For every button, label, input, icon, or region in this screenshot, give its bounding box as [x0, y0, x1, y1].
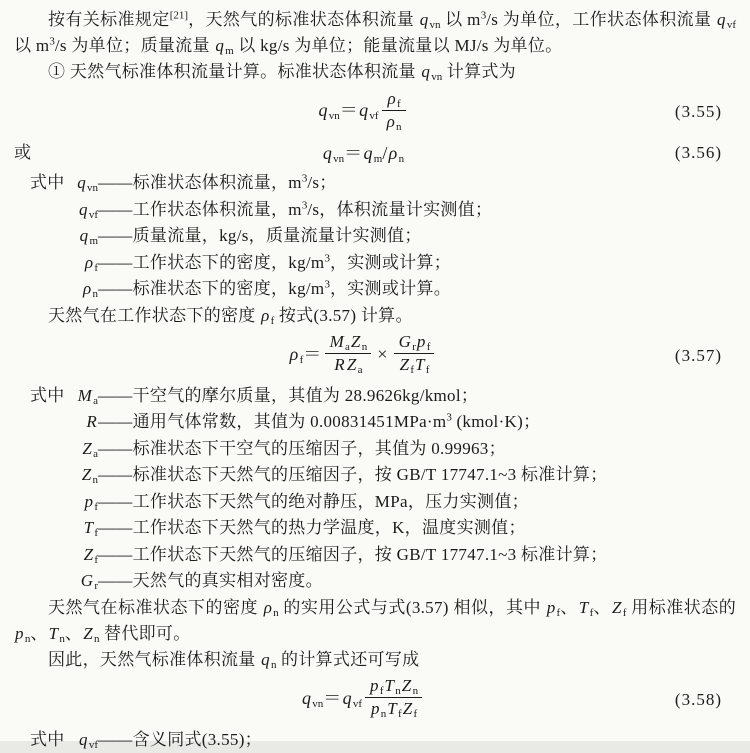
equation-3-57: [14, 332, 736, 380]
fraction-denominator: R $Z_a$: [325, 354, 372, 375]
formula-lhs: $q_{vn}=q_{vf}$: [317, 99, 378, 121]
formula-density-working: [56, 334, 670, 377]
formula-qvn-mass-over-density: $q_{vn}=q_m/\rho_n$: [56, 142, 670, 164]
symbol-description: ——工作状态下天然气的压缩因子，按 GB/T 17747.1~3 标准计算；: [98, 542, 736, 569]
fraction: [394, 332, 435, 375]
definition-row: [14, 568, 736, 595]
fraction-denominator: $\rho_n$: [382, 111, 406, 132]
definition-row: [14, 197, 736, 224]
def-list-label: 式中: [30, 727, 72, 753]
equation-3-55: [14, 88, 736, 136]
fraction: [325, 332, 372, 375]
formula-lhs: $q_{vn}=q_{vf}$: [301, 687, 362, 709]
formula-qvn-ptz: [56, 678, 670, 721]
def-list-label: 式中: [30, 383, 72, 410]
symbol-description: ——工作状态下的密度，$kg/m^3$，实测或计算；: [98, 250, 736, 277]
definition-row: [14, 489, 736, 516]
def-list-label-spacer: [30, 568, 72, 595]
symbol: $\rho_n$: [72, 276, 98, 303]
symbol: $p_f$: [72, 489, 98, 516]
symbol-description: ——标准状态体积流量，$m^3/s$；: [98, 170, 736, 197]
formula-lhs: $\rho_f=$: [289, 343, 322, 365]
definition-row: [14, 462, 736, 489]
symbol: $\rho_f$: [72, 250, 98, 277]
equation-number-3-58: (3.58): [670, 687, 736, 713]
definition-row-final: [14, 727, 736, 753]
paragraph-therefore: 因此，天然气标准体积流量 $q_n$ 的计算式还可写成: [14, 647, 736, 673]
definition-row: [14, 515, 736, 542]
definition-list-2: [14, 383, 736, 595]
symbol: $T_f$: [72, 515, 98, 542]
symbol: $q_{vf}$: [72, 727, 98, 753]
definition-row: [14, 436, 736, 463]
def-list-label-spacer: [30, 436, 72, 463]
formula-qvn-density-ratio: [56, 91, 670, 134]
fraction-numerator: $G_rp_f$: [394, 332, 435, 354]
symbol-description: ——质量流量，kg/s，质量流量计实测值；: [98, 223, 736, 250]
symbol: $Z_f$: [72, 542, 98, 569]
equation-3-56: [14, 139, 736, 167]
def-list-label-spacer: [30, 409, 72, 436]
equation-number-3-57: (3.57): [670, 343, 736, 369]
symbol-description: ——通用气体常数，其值为 $0.00831451MPa\cdot m^3$ (kmol·K)；: [98, 409, 736, 436]
symbol-description: ——工作状态下天然气的热力学温度，K，温度实测值；: [98, 515, 736, 542]
symbol-description: ——含义同式(3.55)；: [98, 727, 736, 753]
def-list-label-spacer: [30, 250, 72, 277]
symbol: $Z_n$: [72, 462, 98, 489]
definition-row: [14, 250, 736, 277]
symbol: $q_m$: [72, 223, 98, 250]
symbol: $q_{vn}$: [72, 170, 98, 197]
def-list-label-spacer: [30, 197, 72, 224]
definition-list-1: [14, 170, 736, 303]
equation-number-3-56: (3.56): [670, 140, 736, 166]
fraction-numerator: $M_aZ_n$: [325, 332, 372, 354]
symbol-description: ——标准状态下干空气的压缩因子，其值为 0.99963；: [98, 436, 736, 463]
paragraph-density-standard: 天然气在标准状态下的密度 $\rho_n$ 的实用公式与式(3.57) 相似，其中 $p_f$、$T_f$、$Z_f$ 用标准状态的 $p_n$、$T_n$、$Z_n$ 替代即可。: [14, 595, 736, 647]
symbol: $q_{vf}$: [72, 197, 98, 224]
paragraph-density-working: 天然气在工作状态下的密度 $\rho_f$ 按式(3.57) 计算。: [14, 303, 736, 329]
definition-row: [14, 542, 736, 569]
symbol-description: ——工作状态下天然气的绝对静压，MPa，压力实测值；: [98, 489, 736, 516]
equation-number-3-55: (3.55): [670, 99, 736, 125]
fraction: [382, 89, 406, 132]
paragraph-item1-heading: ① 天然气标准体积流量计算。标准状态体积流量 $q_{vn}$ 计算式为: [14, 59, 736, 85]
definition-row: [14, 383, 736, 410]
or-connective: 或: [14, 140, 56, 166]
def-list-label-spacer: [30, 276, 72, 303]
definition-row: [14, 409, 736, 436]
symbol: $G_r$: [72, 568, 98, 595]
symbol-description: ——标准状态下的密度，$kg/m^3$，实测或计算。: [98, 276, 736, 303]
definition-row: [14, 276, 736, 303]
fraction-numerator: $p_fT_nZ_n$: [365, 676, 422, 698]
fraction-numerator: $\rho_f$: [382, 89, 406, 111]
definition-row: [14, 223, 736, 250]
multiplication-sign: ×: [374, 343, 390, 365]
fraction-denominator: $p_nT_fZ_f$: [365, 698, 422, 719]
def-list-label-spacer: [30, 542, 72, 569]
def-list-label-spacer: [30, 462, 72, 489]
symbol: $Z_a$: [72, 436, 98, 463]
symbol: R: [72, 409, 98, 436]
def-list-label-spacer: [30, 515, 72, 542]
paragraph-units-intro: 按有关标准规定[21]，天然气的标准状态体积流量 $q_{vn}$ 以 $m^3/s$ 为单位，工作状态体积流量 $q_{vf}$ 以 $m^3/s$ 为单位；质量流量 $q_m$ 以 kg/s 为单位；能量流量以 MJ/s 为单位。: [14, 7, 736, 59]
fraction: [365, 676, 422, 719]
symbol-description: ——天然气的真实相对密度。: [98, 568, 736, 595]
definition-row: [14, 170, 736, 197]
def-list-label-spacer: [30, 223, 72, 250]
fraction-denominator: $Z_fT_f$: [394, 354, 435, 375]
def-list-label: 式中: [30, 170, 72, 197]
symbol-description: ——标准状态下天然气的压缩因子，按 GB/T 17747.1~3 标准计算；: [98, 462, 736, 489]
symbol-description: ——工作状态体积流量，$m^3/s$，体积流量计实测值；: [98, 197, 736, 224]
symbol-description: ——干空气的摩尔质量，其值为 28.9626kg/kmol；: [98, 383, 736, 410]
symbol: $M_a$: [72, 383, 98, 410]
equation-3-58: [14, 676, 736, 724]
def-list-label-spacer: [30, 489, 72, 516]
